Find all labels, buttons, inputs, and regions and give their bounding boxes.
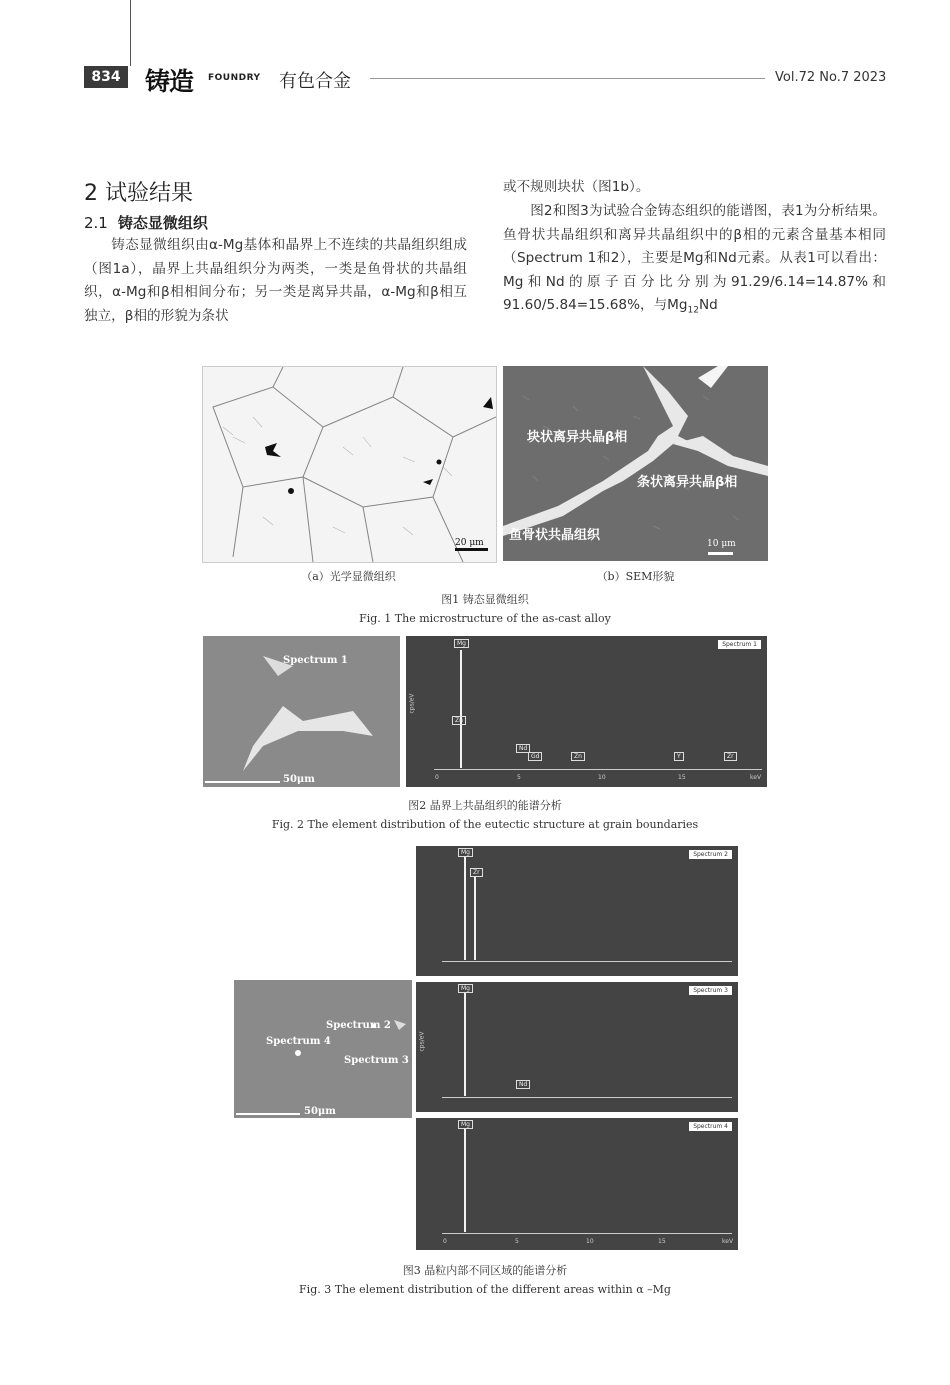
fig1b-subcaption: （b）SEM形貌 <box>596 570 675 583</box>
fig3-legend-4: Spectrum 4 <box>689 1122 732 1131</box>
paragraph-right-tail: Nd <box>698 297 718 313</box>
volume-info: Vol.72 No.7 2023 <box>775 70 887 85</box>
fig3-sem-image <box>234 980 412 1118</box>
fig2-el-zr: Zr <box>724 752 737 761</box>
fig3-ylabel: cps/eV <box>418 1031 426 1052</box>
fig1-caption-cn: 图1 铸态显微组织 <box>441 593 529 606</box>
fig2-el-y: Y <box>674 752 684 761</box>
fig3-tick-15: 15 <box>658 1238 666 1245</box>
fig3-s2-peak-mg <box>464 856 466 960</box>
fig2-spectrum-chart <box>406 636 767 787</box>
label-block-beta: 块状离异共晶β相 <box>527 430 628 445</box>
paragraph-right-line1: 或不规则块状（图1b）。 <box>503 179 650 195</box>
optical-micrograph-texture <box>203 367 496 562</box>
scale-label-b: 10 μm <box>707 539 736 549</box>
fig3-s4-x-axis <box>442 1233 732 1234</box>
paragraph-left: 铸态显微组织由α-Mg基体和晶界上不连续的共晶组织组成（图1a），晶界上共晶组织分为两类，一类是鱼骨状的共晶组织，α-Mg和β相相间分布；另一类是离异共晶，α-Mg和β相互独立，β相的形貌为条状 <box>84 237 467 324</box>
fig2-scale-label: 50μm <box>283 774 315 785</box>
fig3-s3-x-axis <box>442 1097 732 1098</box>
fig3-tick-0: 0 <box>443 1238 447 1245</box>
fig3-sem-texture <box>234 980 412 1118</box>
label-fishbone: 鱼骨状共晶组织 <box>509 528 601 543</box>
fig3-scale-label: 50μm <box>304 1106 336 1117</box>
fig3-s2-peak-zr <box>474 876 476 960</box>
fig2-tick-5: 5 <box>517 774 521 781</box>
subsection-title: 铸态显微组织 <box>117 214 208 232</box>
fig2-el-mg: Mg <box>454 639 469 648</box>
header-divider-vertical <box>130 0 131 66</box>
fig2-caption-en: Fig. 2 The element distribution of the eutectic structure at grain boundaries <box>271 818 699 831</box>
label-strip-beta: 条状离异共晶β相 <box>637 475 738 490</box>
fig2-unit: keV <box>750 774 762 781</box>
fig2-el-zn2: Zn <box>571 752 585 761</box>
fig3-legend-2: Spectrum 2 <box>689 850 732 859</box>
fig1-caption-en: Fig. 1 The microstructure of the as-cast alloy <box>359 612 611 625</box>
fig1a-subcaption: （a）光学显微组织 <box>301 570 396 583</box>
fig2-caption-cn: 图2 晶界上共晶组织的能谱分析 <box>408 799 562 812</box>
fig3-spectrum2-label: Spectrum 2 <box>326 1020 391 1031</box>
sem-micrograph <box>503 366 768 561</box>
journal-name-en: FOUNDRY <box>208 73 261 83</box>
fig2-legend: Spectrum 1 <box>718 640 761 649</box>
fig3-spectrum4-label: Spectrum 4 <box>266 1036 331 1047</box>
fig3-caption-en: Fig. 3 The element distribution of the different areas within α –Mg <box>299 1283 671 1296</box>
optical-micrograph <box>202 366 497 563</box>
fig3-spectrum2-chart <box>416 846 738 976</box>
fig3-s3-el-nd: Nd <box>516 1080 530 1089</box>
subscript-12: 12 <box>687 305 699 316</box>
fig2-el-nd: Nd <box>516 744 530 753</box>
fig3-s2-el-mg: Mg <box>458 848 473 857</box>
section-heading: 2 试验结果 <box>84 181 193 206</box>
fig3-s4-el-mg: Mg <box>458 1120 473 1129</box>
fig2-el-zn: Zn <box>452 716 466 725</box>
fig3-s3-el-mg: Mg <box>458 984 473 993</box>
scale-label-a: 20 μm <box>455 538 484 548</box>
fig3-tick-5: 5 <box>515 1238 519 1245</box>
fig3-spectrum3-label: Spectrum 3 <box>344 1055 409 1066</box>
fig3-s2-el-zr: Zr <box>470 868 483 877</box>
subsection-heading <box>84 212 208 233</box>
fig3-s3-peak-mg <box>464 992 466 1096</box>
subsection-number: 2.1 <box>84 214 108 232</box>
fig2-x-axis <box>434 769 762 770</box>
paragraph-right <box>503 200 886 323</box>
fig3-caption-cn: 图3 晶粒内部不同区域的能谱分析 <box>402 1264 568 1277</box>
fig2-tick-0: 0 <box>435 774 439 781</box>
fig2-spectrum-label: Spectrum 1 <box>283 655 348 666</box>
paragraph-right-text: 图2和图3为试验合金铸态组织的能谱图，表1为分析结果。鱼骨状共晶组织和离异共晶组织中的β相的元素含量基本相同（Spectrum 1和2），主要是Mg和Nd元素。从表1可以看出：Mg和Nd的原子百分比分别为91.29/6.14=14.87%和91.60/5.84=15.68%，与Mg <box>503 203 886 313</box>
fig3-s4-peak-mg <box>464 1128 466 1232</box>
fig2-peak-mg <box>460 650 462 768</box>
fig3-s2-x-axis <box>442 961 732 962</box>
fig3-tick-10: 10 <box>586 1238 594 1245</box>
fig2-tick-10: 10 <box>598 774 606 781</box>
page-number: 834 <box>84 66 128 88</box>
fig2-sem-image <box>203 636 400 787</box>
fig2-ylabel: cps/eV <box>408 693 416 714</box>
fig3-spectrum4-chart <box>416 1118 738 1250</box>
fig2-tick-15: 15 <box>678 774 686 781</box>
section-name: 有色合金 <box>279 71 351 92</box>
header-rule <box>370 78 765 79</box>
fig3-unit: keV <box>722 1238 734 1245</box>
journal-logo-cn: 铸造 <box>145 67 194 96</box>
fig3-spectrum3-chart <box>416 982 738 1112</box>
fig3-legend-3: Spectrum 3 <box>689 986 732 995</box>
fig2-el-gd: Gd <box>528 752 542 761</box>
